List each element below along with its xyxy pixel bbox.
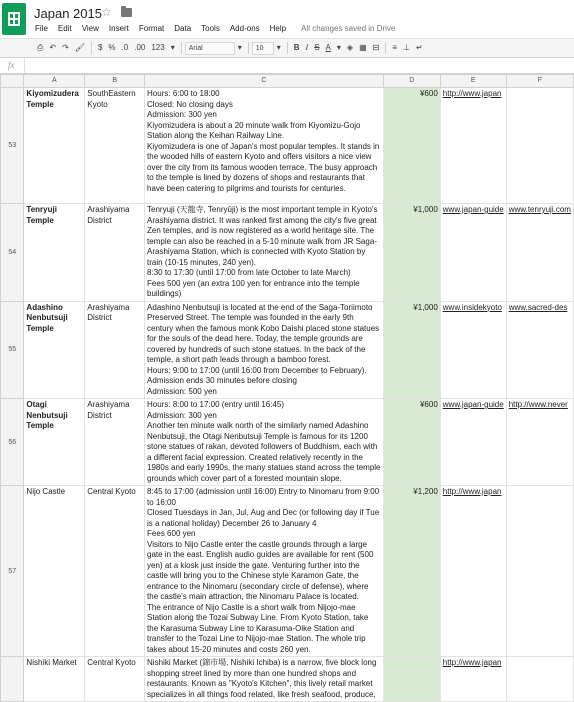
table-row xyxy=(1,657,574,702)
print-icon[interactable]: ⎙ xyxy=(37,43,44,52)
cell-link[interactable]: www.tenryuji.com xyxy=(506,204,573,302)
table-row xyxy=(1,88,574,204)
cell-name[interactable]: Otagi Nenbutsuji Temple xyxy=(24,399,85,486)
cell-area[interactable]: Arashiyama District xyxy=(85,399,145,486)
sheets-logo-icon[interactable] xyxy=(2,3,26,35)
cell-link[interactable]: http://www.japan xyxy=(440,657,506,702)
cell-description[interactable]: 8:45 to 17:00 (admission until 16:00) Entry to Ninomaru from 9:00 to 16:00 Closed Tuesdays in Jan, Jul, Aug and Dec (or following day if Tue is a national holiday) December 26 to January 4 Fees 600 yen Visitors to Nijo Castle enter the castle grounds through a large gate in the east. English audio guides are available for rent (500 yen) at a kiosk just inside the gate. Venturing further into the castle will bring you to the Chinese style Karamon Gate, the entrance to the Ninomaru (secondary circle of defense), where the castle's main attraction, the Ninomaru Palace is located. The entrance of Nijo Castle is a short walk from Nijojo-mae Station along the Tozai Subway Line. From Kyoto Station, take the Karasuma Subway Line to Karasuma-Oike Station and transfer to the Tozai Line to Nijojo-mae Station. The whole trip takes about 15-20 minutes and costs 260 yen. xyxy=(145,486,384,657)
decrease-decimal-button[interactable]: .0 xyxy=(121,43,129,52)
star-icon[interactable]: ☆ xyxy=(101,5,112,19)
cell-price[interactable]: ¥1,000 xyxy=(383,204,440,302)
menu-file[interactable]: File xyxy=(35,24,48,33)
row-header[interactable]: 53 xyxy=(1,88,24,204)
toolbar-divider xyxy=(287,42,288,54)
borders-icon[interactable]: ▦ xyxy=(359,43,367,52)
cell-description[interactable]: Adashino Nenbutsuji is located at the end of the Saga-Toriimoto Preserved Street. The temple was founded in the early 9th century when the famous monk Kobo Daishi placed stone statues for the souls of the dead here. Today, the temple grounds are covered by hundreds of such stone statues. In the back of the temple, a short path leads through a bamboo forest. Hours: 9:00 to 17:00 (until 16:00 from December to February). Admission ends 30 minutes before closing Admission: 500 yen xyxy=(145,301,384,399)
formula-input[interactable] xyxy=(24,58,574,73)
percent-button[interactable]: % xyxy=(108,43,116,52)
column-header-f[interactable]: F xyxy=(506,75,573,88)
cell-link[interactable]: www.japan-guide xyxy=(440,204,506,302)
cell-link[interactable]: www.sacred-des xyxy=(506,301,573,399)
toolbar-divider xyxy=(248,42,249,54)
cell-area[interactable]: Central Kyoto xyxy=(85,486,145,657)
cell-price[interactable]: ¥1,000 xyxy=(383,301,440,399)
fill-color-icon[interactable]: ◈ xyxy=(346,43,354,52)
currency-button[interactable]: $ xyxy=(97,43,103,52)
folder-icon[interactable] xyxy=(121,8,132,17)
column-header-a[interactable]: A xyxy=(24,75,85,88)
chevron-down-icon[interactable]: ▾ xyxy=(237,43,242,52)
table-row xyxy=(1,486,574,657)
row-header[interactable]: 56 xyxy=(1,399,24,486)
column-header-d[interactable]: D xyxy=(383,75,440,88)
row-header[interactable] xyxy=(1,657,24,702)
sheet-table xyxy=(0,74,574,702)
cell-area[interactable]: Central Kyoto xyxy=(85,657,145,702)
cell-name[interactable]: Tenryuji Temple xyxy=(24,204,85,302)
undo-icon[interactable]: ↶ xyxy=(49,43,57,52)
more-formats-button[interactable]: 123 xyxy=(151,43,165,52)
align-icon[interactable]: ≡ xyxy=(392,43,397,52)
chevron-down-icon[interactable]: ▾ xyxy=(336,43,341,52)
table-row xyxy=(1,399,574,486)
italic-button[interactable]: I xyxy=(305,43,309,52)
cell-link[interactable]: www.insidekyoto xyxy=(440,301,506,399)
cell-price[interactable] xyxy=(383,657,440,702)
menu-bar xyxy=(30,23,395,35)
corner-cell[interactable] xyxy=(1,75,24,88)
redo-icon[interactable]: ↷ xyxy=(62,43,69,52)
wrap-icon[interactable]: ↵ xyxy=(415,43,423,52)
title-bar xyxy=(0,0,574,36)
cell-link[interactable] xyxy=(506,486,573,657)
menu-format[interactable]: Format xyxy=(138,24,165,33)
row-header[interactable]: 54 xyxy=(1,204,24,302)
cell-price[interactable]: ¥1,200 xyxy=(383,486,440,657)
table-row xyxy=(1,204,574,302)
row-header[interactable]: 57 xyxy=(1,486,24,657)
fx-icon: fx xyxy=(8,60,15,70)
row-header[interactable]: 55 xyxy=(1,301,24,399)
bold-button[interactable]: B xyxy=(293,43,300,52)
menu-insert[interactable]: Insert xyxy=(108,24,129,33)
menu-edit[interactable]: Edit xyxy=(57,24,72,33)
increase-decimal-button[interactable]: .00 xyxy=(134,43,146,52)
spreadsheet-grid xyxy=(0,74,574,699)
formula-bar xyxy=(0,58,574,74)
column-header-b[interactable]: B xyxy=(85,75,145,88)
menu-addons[interactable]: Add-ons xyxy=(229,24,260,33)
save-status: All changes saved in Drive xyxy=(301,24,396,33)
menu-help[interactable]: Help xyxy=(269,24,287,33)
cell-link[interactable] xyxy=(506,657,573,702)
toolbar-divider xyxy=(181,42,182,54)
cell-link[interactable]: http://www.japan xyxy=(440,88,506,204)
cell-name[interactable]: Adashino Nenbutsuji Temple xyxy=(24,301,85,399)
cell-link[interactable]: http://www.never xyxy=(506,399,573,486)
font-family-select[interactable]: Arial xyxy=(185,42,235,55)
cell-description[interactable]: Hours: 6:00 to 18:00 Closed: No closing days Admission: 300 yen Kiyomizudera is about a 20 minute walk from Kiyomizu-Gojo Station along the Keihan Railway Line. Kiyomizudera is one of Japan's most popular temples. It stands in the wooded hills of eastern Kyoto and offers visitors a nice view over the city from its famous wooden terrace. The busy approach to the temple is lined by dozens of shops and restaurants that have been catering to pilgrims and tourists for centuries. xyxy=(145,88,384,204)
cell-area[interactable]: Arashiyama District xyxy=(85,301,145,399)
font-size-select[interactable]: 10 xyxy=(252,42,274,55)
paint-format-icon[interactable]: 🖌 xyxy=(74,43,85,52)
table-row xyxy=(1,301,574,399)
valign-icon[interactable]: ⊥ xyxy=(403,43,410,52)
cell-name[interactable]: Kiyomizudera Temple xyxy=(24,88,85,204)
cell-link[interactable]: www.japan-guide xyxy=(440,399,506,486)
column-header-e[interactable]: E xyxy=(440,75,506,88)
cell-name[interactable]: Nijo Castle xyxy=(24,486,85,657)
text-color-button[interactable]: A xyxy=(325,43,331,52)
cell-name[interactable]: Nishiki Market xyxy=(24,657,85,702)
cell-description[interactable]: Hours: 8:00 to 17:00 (entry until 16:45) Admission: 300 yen Another ten minute walk north of the similarly named Adashino Nenbutsuji, the Otagi Nenbutsuji Temple is famous for its 1200 stone statues of rakan, devoted followers of Buddhism, each with a different facial expression. Created relatively recently in the 1980s and early 1990s, the many statues stand across the temple grounds which cover part of a forested mountain slope. xyxy=(145,399,384,486)
cell-price[interactable]: ¥600 xyxy=(383,399,440,486)
menu-tools[interactable]: Tools xyxy=(201,24,220,33)
toolbar-divider xyxy=(385,42,386,54)
cell-description[interactable]: Tenryuji (天龍寺, Tenryūji) is the most important temple in Kyoto's Arashiyama district. It was ranked first among the city's five great Zen temples, and is now registered as a world heritage site. The temple can also be reached in a 5-10 minute walk from JR Saga-Arashiyama Station, which is connected with Kyoto Station by train (10-15 minutes, 240 yen). 8:30 to 17:30 (until 17:00 from late October to late March) Fees 500 yen (an extra 100 yen for entrance into the temple buildings) xyxy=(145,204,384,302)
merge-cells-icon[interactable]: ⊟ xyxy=(372,43,380,52)
cell-link[interactable]: http://www.japan xyxy=(440,486,506,657)
cell-description[interactable]: Nishiki Market (錦市場, Nishiki Ichiba) is a narrow, five block long shopping street lined by more than one hundred shops and restaurants. Known as "Kyoto's Kitchen", this lively retail market specializes in all things food related, like fresh seafood, produce, xyxy=(145,657,384,702)
toolbar xyxy=(0,38,574,58)
column-header-c[interactable]: C xyxy=(145,75,384,88)
cell-area[interactable]: SouthEastern Kyoto xyxy=(85,88,145,204)
cell-price[interactable]: ¥600 xyxy=(383,88,440,204)
cell-area[interactable]: Arashiyama District xyxy=(85,204,145,302)
chevron-down-icon[interactable]: ▾ xyxy=(170,43,175,52)
toolbar-divider xyxy=(91,42,92,54)
menu-view[interactable]: View xyxy=(81,24,99,33)
column-header-row xyxy=(1,75,574,88)
menu-data[interactable]: Data xyxy=(174,24,192,33)
document-title[interactable]: Japan 2015 xyxy=(34,6,102,21)
strikethrough-button[interactable]: S xyxy=(314,43,320,52)
cell-link[interactable] xyxy=(506,88,573,204)
chevron-down-icon[interactable]: ▾ xyxy=(276,43,281,52)
